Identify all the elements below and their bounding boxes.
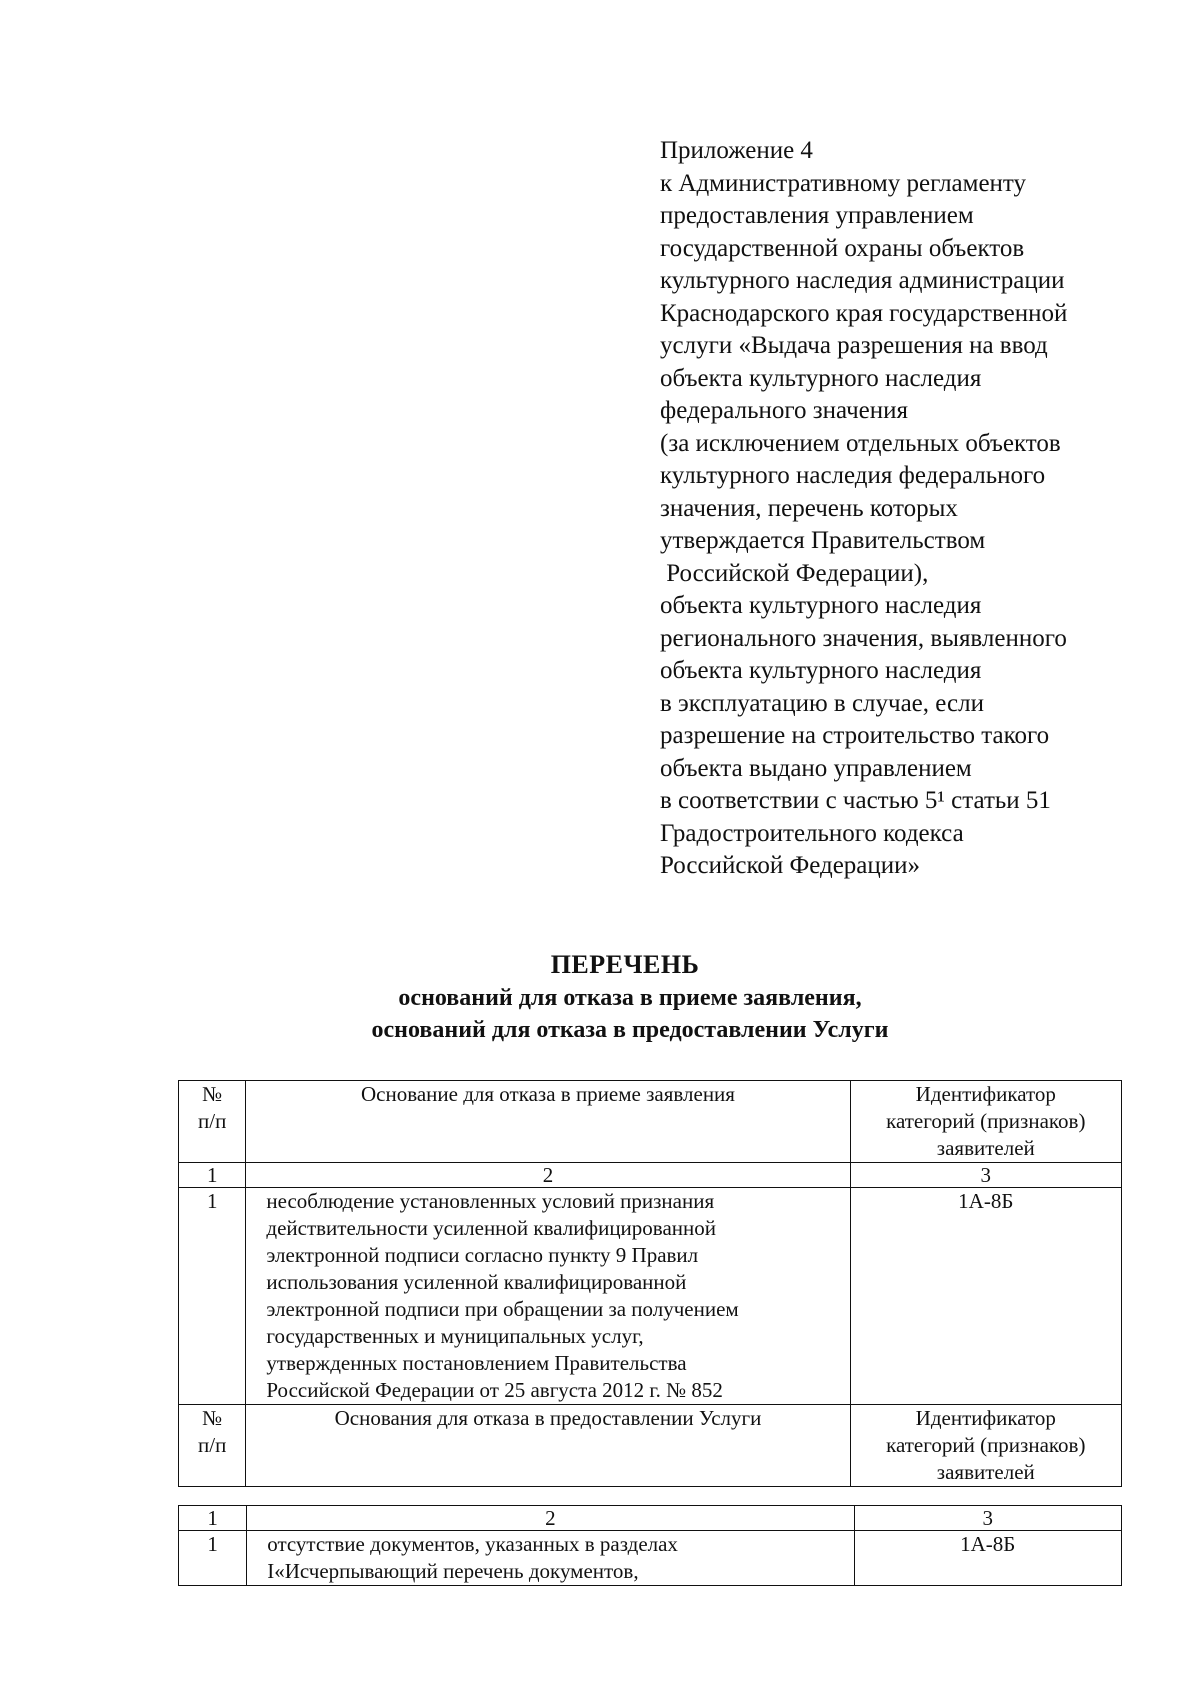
header-num-cell	[179, 1405, 246, 1487]
appendix-line: Российской Федерации),	[660, 559, 929, 587]
appendix-line: предоставления управлением	[660, 202, 974, 229]
appendix-line: государственной охраны объектов	[660, 234, 1025, 262]
appendix-line: культурного наследия федерального	[660, 462, 1046, 489]
appendix-line: услуги «Выдача разрешения на ввод	[660, 332, 1048, 359]
row-identifier: 1А-8Б	[854, 1531, 1122, 1586]
appendix-line: федерального значения	[660, 397, 909, 424]
header-identifier-line: категорий (признаков)	[886, 1109, 1086, 1133]
header-basis-cell: Основания для отказа в предоставлении Услуги	[246, 1405, 850, 1487]
header-num-line: №	[202, 1406, 223, 1430]
appendix-line: объекта выдано управлением	[660, 754, 972, 782]
title-line-1: оснований для отказа в приеме заявления,	[398, 985, 862, 1011]
row-text-line: электронной подписи согласно пункту 9 Правил	[266, 1243, 699, 1267]
column-number-row	[179, 1163, 1122, 1188]
row-text-line: Российской Федерации от 25 августа 2012 г. № 852	[266, 1378, 723, 1402]
column-number: 3	[850, 1163, 1121, 1188]
refusal-table	[178, 1080, 1122, 1487]
appendix-line: объекта культурного наследия	[660, 657, 982, 684]
appendix-line: к Административному регламенту	[660, 169, 1027, 197]
row-text-line: I«Исчерпывающий перечень документов,	[267, 1559, 639, 1583]
header-identifier-cell	[850, 1405, 1121, 1487]
header-identifier-line: Идентификатор	[915, 1406, 1056, 1430]
row-text	[246, 1188, 850, 1405]
header-identifier-line: категорий (признаков)	[886, 1433, 1086, 1457]
row-text-line: использования усиленной квалифицированной	[266, 1270, 687, 1294]
appendix-line: Приложение 4	[660, 137, 813, 164]
appendix-line: объекта культурного наследия	[660, 592, 982, 619]
table-row	[179, 1531, 1122, 1586]
appendix-line: регионального значения, выявленного	[660, 624, 1067, 652]
header-num-line: №	[202, 1082, 223, 1106]
header-identifier-cell	[850, 1081, 1121, 1163]
title-line-2: оснований для отказа в предоставлении Услуги	[371, 1017, 889, 1043]
column-number: 1	[179, 1506, 247, 1531]
appendix-header	[660, 135, 1180, 883]
column-number: 2	[247, 1506, 854, 1531]
row-identifier: 1А-8Б	[850, 1188, 1121, 1405]
column-number: 3	[854, 1506, 1122, 1531]
appendix-line: в соответствии с частью 5¹ статьи 51	[660, 787, 1051, 814]
service-refusal-table	[178, 1505, 1122, 1586]
appendix-line: объекта культурного наследия	[660, 364, 982, 392]
header-num-cell	[179, 1081, 246, 1163]
appendix-line: культурного наследия администрации	[660, 267, 1065, 294]
title-main: ПЕРЕЧЕНЬ	[550, 950, 700, 979]
appendix-line: Градостроительного кодекса	[660, 819, 964, 847]
table-header-row-2	[179, 1405, 1122, 1487]
row-num: 1	[179, 1188, 246, 1405]
appendix-line: (за исключением отдельных объектов	[660, 429, 1061, 457]
header-identifier-line: Идентификатор	[915, 1082, 1056, 1106]
table-row	[179, 1188, 1122, 1405]
header-num-line: п/п	[198, 1109, 227, 1133]
appendix-line: в эксплуатацию в случае, если	[660, 689, 984, 717]
appendix-line: утверждается Правительством	[660, 527, 986, 554]
header-num-line: п/п	[198, 1433, 227, 1457]
row-text-line: утвержденных постановлением Правительства	[266, 1351, 687, 1375]
appendix-line: разрешение на строительство такого	[660, 722, 1050, 749]
appendix-line: значения, перечень которых	[660, 494, 958, 522]
document-title	[0, 948, 1200, 1046]
row-num: 1	[179, 1531, 247, 1586]
column-number: 2	[246, 1163, 850, 1188]
header-identifier-line: заявителей	[936, 1136, 1035, 1160]
appendix-line: Российской Федерации»	[660, 852, 921, 879]
row-text-line: отсутствие документов, указанных в разделах	[267, 1532, 678, 1556]
header-identifier-line: заявителей	[936, 1460, 1035, 1484]
column-number: 1	[179, 1163, 246, 1188]
header-basis-cell: Основание для отказа в приеме заявления	[246, 1081, 850, 1163]
row-text-line: несоблюдение установленных условий признания	[266, 1189, 715, 1213]
row-text-line: действительности усиленной квалифицированной	[266, 1216, 716, 1240]
table-header-row	[179, 1081, 1122, 1163]
column-number-row	[179, 1506, 1122, 1531]
row-text-line: государственных и муниципальных услуг,	[266, 1324, 644, 1348]
row-text	[247, 1531, 854, 1586]
row-text-line: электронной подписи при обращении за получением	[266, 1297, 739, 1321]
appendix-line: Краснодарского края государственной	[660, 299, 1068, 327]
